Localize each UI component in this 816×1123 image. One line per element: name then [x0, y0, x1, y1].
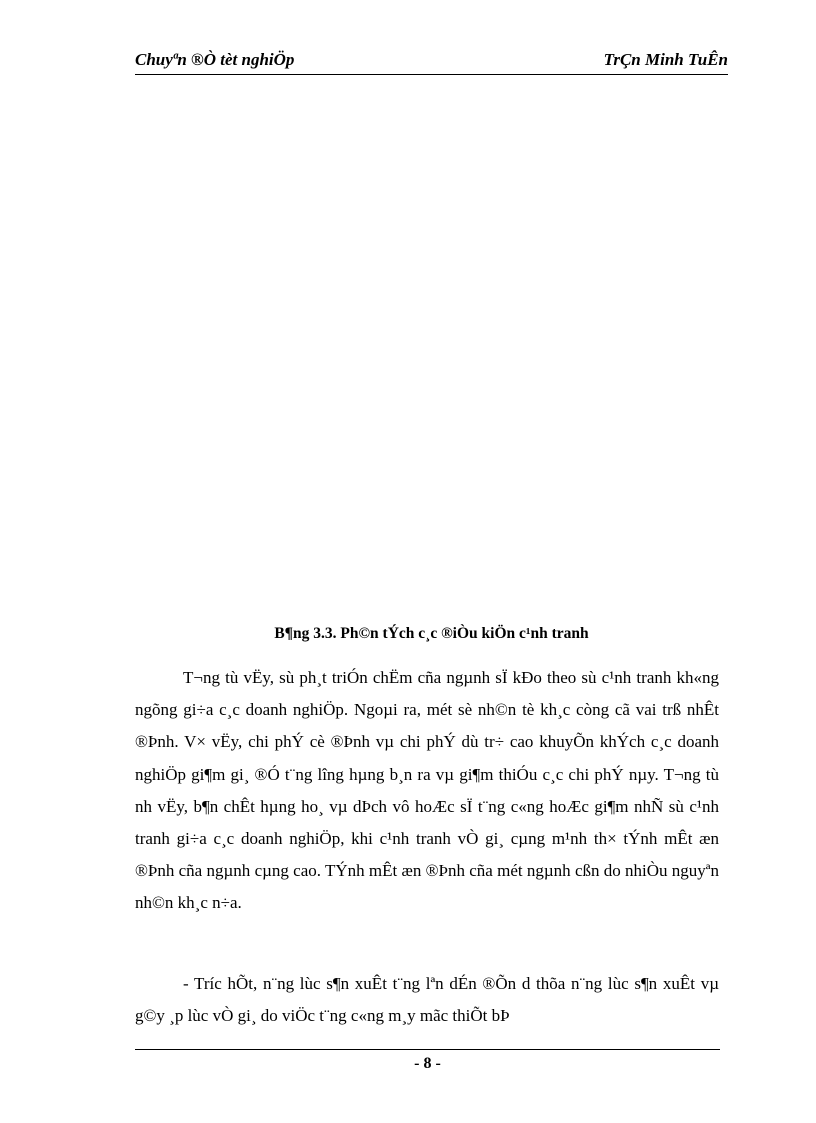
page-header: [135, 48, 728, 75]
header-document-type: Chuyªn ®Ò tèt nghiÖp: [135, 50, 295, 69]
header-author: TrÇn Minh TuÊn: [603, 50, 728, 69]
page-number: - 8 -: [414, 1055, 441, 1072]
table-caption: B¶ng 3.3. Ph©n tÝch c¸c ®iÒu kiÖn c¹nh tranh: [274, 625, 589, 642]
body-paragraph: T¬ng tù vËy, sù ph¸t triÓn chËm cña ngµnh sÏ kÐo theo sù c¹nh tranh kh«ng ngõng gi÷a c¸c doanh nghiÖp. Ngoµi ra, mét sè nh©n tè kh¸c còng cã vai trß nhÊt ®Þnh. V× vËy, chi phÝ cè ®Þnh vµ chi phÝ dù tr÷ cao khuyÕn khÝch c¸c doanh nghiÖp gi¶m gi¸ ®Ó t¨ng lîng hµng b¸n ra vµ gi¶m thiÓu c¸c chi phÝ nµy. T¬ng tù nh vËy, b¶n chÊt hµng ho¸ vµ dÞch vô hoÆc sÏ t¨ng c«ng hoÆc gi¶m nhÑ sù c¹nh tranh gi÷a c¸c doanh nghiÖp, khi c¹nh tranh vÒ gi¸ cµng m¹nh th× tÝnh mÊt æn ®Þnh cña ngµnh cµng cao. TÝnh mÊt æn ®Þnh cña mét ngµnh cßn do nhiÒu nguyªn nh©n kh¸c n÷a.: [135, 668, 719, 913]
footer-divider: [135, 1049, 720, 1050]
body-paragraph: - Tríc hÕt, n¨ng lùc s¶n xuÊt t¨ng lªn dÉn ®Õn d thõa n¨ng lùc s¶n xuÊt vµ g©y ¸p lùc vÒ gi¸ do viÖc t¨ng c«ng m¸y mãc thiÕt bÞ: [135, 974, 719, 1026]
